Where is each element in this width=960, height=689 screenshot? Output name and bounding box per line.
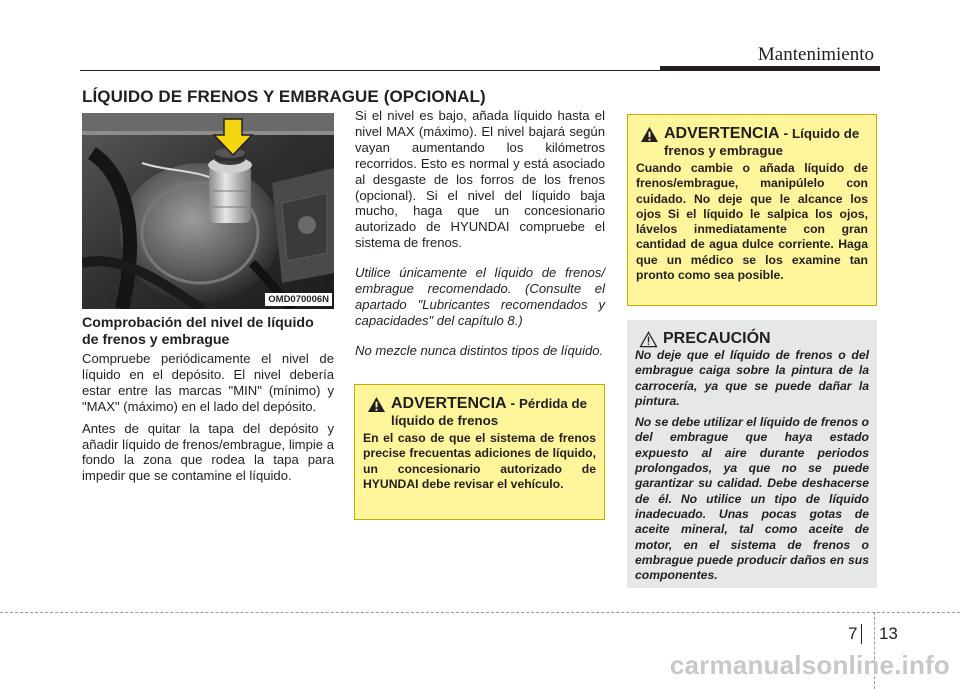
warning-title: Pérdida de líquido de frenos <box>391 396 587 428</box>
running-head: Mantenimiento <box>757 44 874 65</box>
page-number <box>848 624 898 644</box>
warning-word: ADVERTENCIA <box>391 395 507 412</box>
caution-title: PRECAUCIÓN <box>663 330 771 347</box>
left-column-body <box>82 351 334 490</box>
reservoir-illustration <box>82 113 334 309</box>
caution-paragraph-paint: No deje que el líquido de frenos o del embrague caiga sobre la pintura de la carrocería, ya que se puede dañar la pintura. <box>635 348 869 408</box>
paragraph-clean-cap: Antes de quitar la tapa del depósito y añadir líquido de frenos/embrague, limpie a fondo la zona que rodea la tapa para impedir que se contamine el líquido. <box>82 420 334 484</box>
middle-column-body <box>355 108 605 373</box>
caution-box <box>627 320 877 588</box>
warning-box-fluid-handling <box>627 114 877 306</box>
warning-heading <box>363 395 596 429</box>
paragraph-recommended-fluid: Utilice únicamente el líquido de frenos/ embrague recomendado. (Consulte el apartado "Lubricantes recomendados y capacidades" del capítulo 8.) <box>355 265 605 328</box>
page-num: 13 <box>878 624 898 643</box>
subheading-check-level: Comprobación del nivel de líquido de frenos y embrague <box>82 315 314 348</box>
caution-paragraph-quality: No se debe utilizar el líquido de frenos o del embrague que haya estado expuesto al aire durante periodos prolongados, ya que no se puede garantizar su calidad. Debe deshacerse de él. No utilice un tipo de líquido inadecuado. Unas pocas gotas de aceite mineral, tal como aceite de motor, en el sistema de frenos o embrague puede producir daños en sus componentes. <box>635 415 869 583</box>
caution-triangle-icon <box>639 331 658 348</box>
caution-heading <box>635 330 869 348</box>
engine-bay-photo <box>82 113 334 309</box>
paragraph-no-mix: No mezcle nunca distintos tipos de líquido. <box>355 342 604 358</box>
section-title: LÍQUIDO DE FRENOS Y EMBRAGUE (OPCIONAL) <box>82 87 486 106</box>
header-rule-accent <box>660 66 880 70</box>
photo-code: OMD070006N <box>265 293 332 306</box>
paragraph-check-level: Compruebe periódicamente el nivel de líquido en el depósito. El nivel debería estar entre las marcas "MIN" (mínimo) y "MAX" (máximo) en el lado del depósito. <box>82 351 334 414</box>
paragraph-low-level: Si el nivel es bajo, añada líquido hasta el nivel MAX (máximo). El nivel bajará según vayan aumentando los kilómetros recorridos. Esto es normal y está asociado al desgaste de los forros de los frenos (opcional). Si el nivel del líquido baja mucho, haga que un concesionario autorizado de HYUNDAI compruebe el sistema de frenos. <box>355 108 605 251</box>
warning-triangle-icon <box>640 126 659 143</box>
warning-title: Líquido de frenos y embrague <box>664 126 860 158</box>
warning-body: Cuando cambie o añada líquido de frenos/embrague, manipúlelo con cuidado. No deje que le alcance los ojos Si el líquido le salpica los ojos, lávelos inmediatamente con gran cantidad de agua dulce corriente. Haga que un médico se los examine tan pronto como sea posible. <box>636 161 868 283</box>
watermark: carmanualsonline.info <box>669 650 950 680</box>
warning-dash: - <box>779 125 793 141</box>
warning-heading <box>636 125 868 159</box>
warning-body: En el caso de que el sistema de frenos precise frecuentas adiciones de líquido, un concesionario autorizado de HYUNDAI debe revisar el vehículo. <box>363 431 596 491</box>
chapter-number: 7 <box>848 624 858 643</box>
warning-box-fluid-loss <box>354 384 605 520</box>
warning-dash: - <box>506 395 520 411</box>
warning-triangle-icon <box>367 396 386 413</box>
warning-word: ADVERTENCIA <box>664 125 780 142</box>
footer-dashed-rule <box>0 612 960 613</box>
header-rule <box>80 70 880 71</box>
